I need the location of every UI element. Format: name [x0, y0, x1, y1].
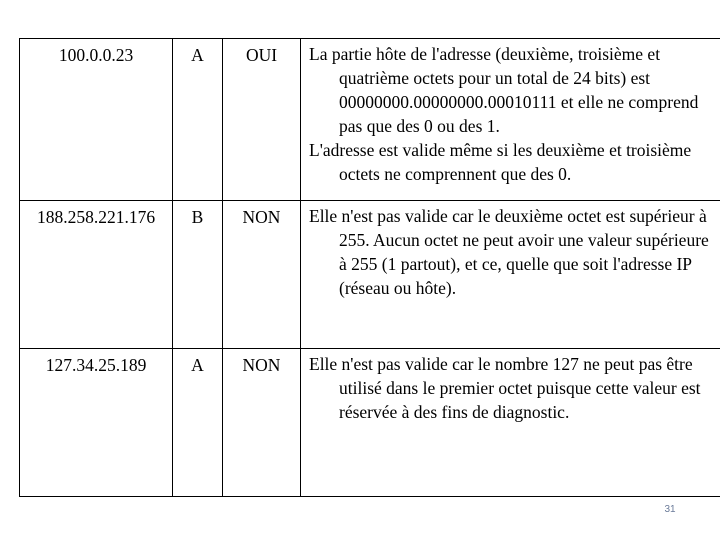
table-row — [20, 201, 720, 349]
explanation-paragraph: Elle n'est pas valide car le deuxième octet est supérieur à 255. Aucun octet ne peut avoir une valeur supérieure à 255 (1 partout), et ce, quelle que soit l'adresse IP (réseau ou hôte). — [309, 206, 709, 298]
validity-cell: NON — [223, 201, 301, 349]
ip-class-cell: B — [173, 201, 223, 349]
validity-cell: OUI — [223, 39, 301, 201]
explanation-paragraph: La partie hôte de l'adresse (deuxième, troisième et quatrième octets pour un total de 24 bits) est 00000000.00000000.00010111 et elle ne comprend pas que des 0 ou des 1. — [309, 44, 699, 136]
ip-address-cell: 100.0.0.23 — [20, 39, 173, 201]
ip-address-cell: 188.258.221.176 — [20, 201, 173, 349]
explanation-paragraph: L'adresse est valide même si les deuxième et troisième octets ne comprennent que des 0. — [309, 140, 692, 184]
ip-class-cell: A — [173, 39, 223, 201]
table-row — [20, 349, 720, 497]
page-number: 31 — [664, 504, 676, 515]
ip-address-cell: 127.34.25.189 — [20, 349, 173, 497]
explanation-cell — [301, 201, 720, 349]
explanation-cell — [301, 349, 720, 497]
ip-class-cell: A — [173, 349, 223, 497]
explanation-cell — [301, 39, 720, 201]
validity-cell: NON — [223, 349, 301, 497]
ip-address-table — [19, 38, 720, 497]
explanation-paragraph: Elle n'est pas valide car le nombre 127 ne peut pas être utilisé dans le premier octet puisque cette valeur est réservée à des fins de diagnostic. — [309, 354, 701, 422]
table-row — [20, 39, 720, 201]
